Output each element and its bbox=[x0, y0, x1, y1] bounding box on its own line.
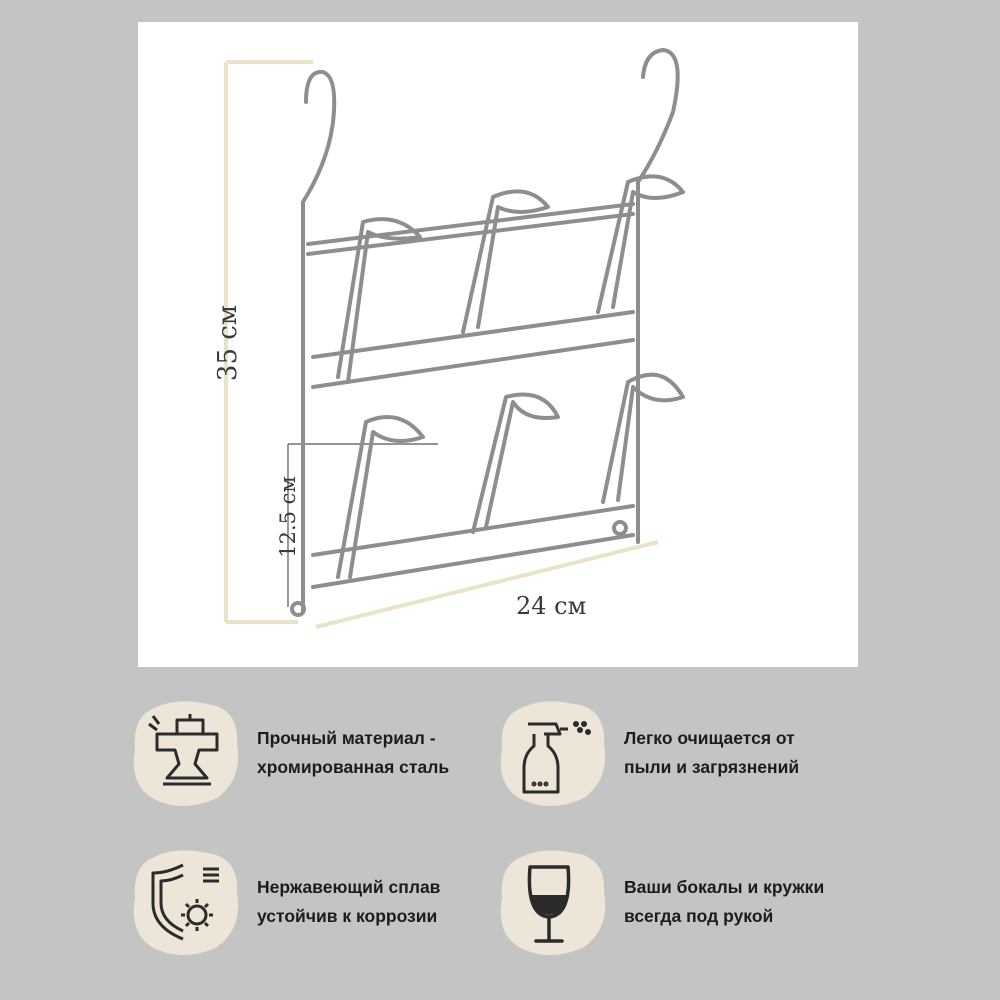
wine-glass-icon bbox=[494, 843, 612, 961]
feature-text: Прочный материал - хромированная сталь bbox=[257, 728, 450, 777]
shield-gear-icon bbox=[127, 843, 245, 961]
spacing-dimension-label: 12.5 см bbox=[276, 476, 300, 558]
spacing-dimension-line bbox=[288, 444, 438, 607]
feature-corrosion-resistant bbox=[127, 843, 440, 961]
feature-text: Нержавеющий сплав устойчив к коррозии bbox=[257, 877, 441, 926]
anvil-icon bbox=[127, 694, 245, 812]
height-dimension-label: 35 см bbox=[213, 304, 243, 382]
spray-bottle-icon bbox=[494, 694, 612, 812]
feature-easy-clean bbox=[494, 694, 799, 812]
width-dimension-line bbox=[316, 542, 658, 627]
glass-rack-illustration bbox=[138, 22, 858, 667]
feature-durable-material bbox=[127, 694, 449, 812]
feature-text: Легко очищается от пыли и загрязнений bbox=[624, 728, 800, 777]
product-photo-panel bbox=[138, 22, 858, 667]
feature-text: Ваши бокалы и кружки всегда под рукой bbox=[624, 877, 825, 926]
width-dimension-label: 24 см bbox=[516, 592, 587, 620]
feature-glasses-at-hand bbox=[494, 843, 824, 961]
wire-rack bbox=[292, 50, 683, 615]
